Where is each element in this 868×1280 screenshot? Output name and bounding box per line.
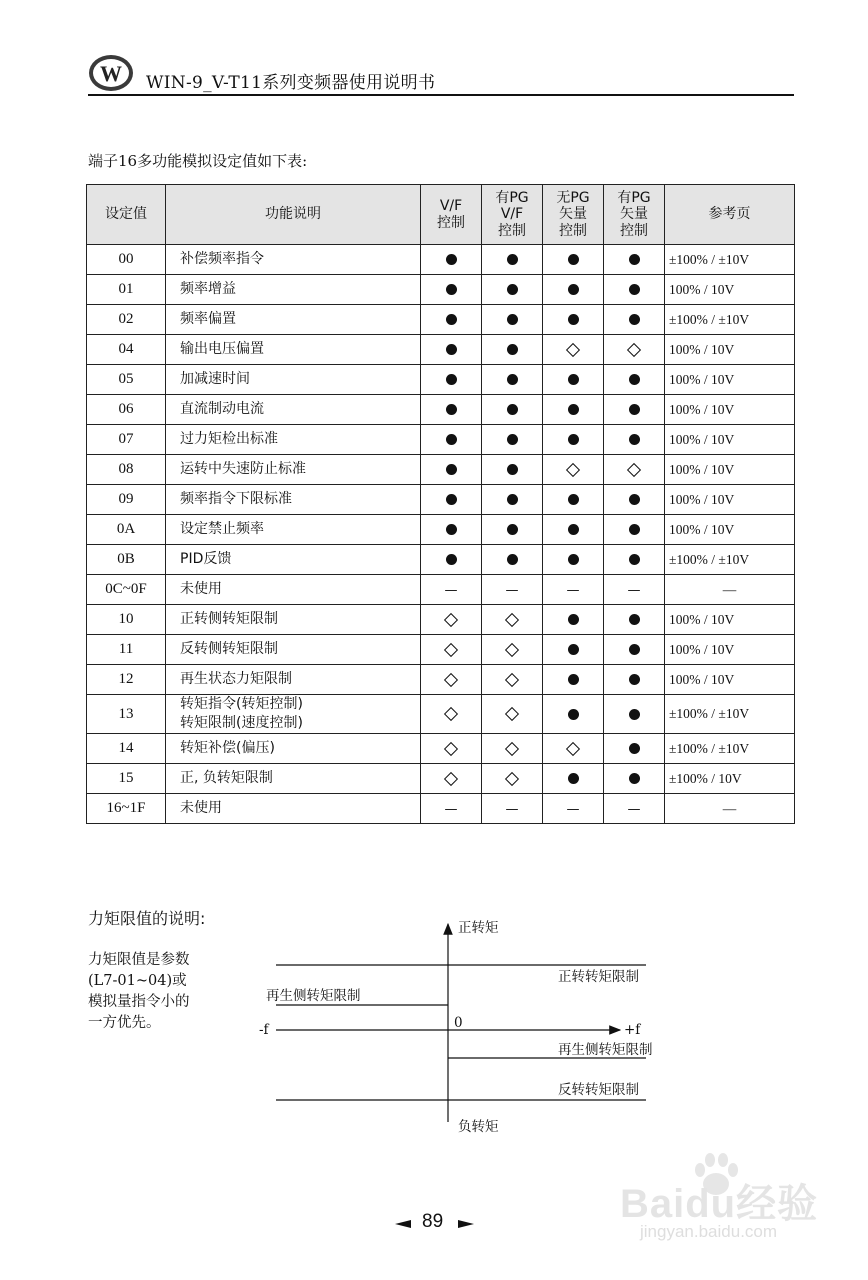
label-pos-torque: 正转矩 <box>458 920 499 936</box>
table-row <box>87 734 795 764</box>
unused-dash-icon: — <box>566 801 580 817</box>
cell-support <box>421 365 482 395</box>
cell-code: 01 <box>87 275 166 305</box>
unused-dash-icon: — <box>627 801 641 817</box>
partial-diamond-icon <box>627 342 641 356</box>
cell-support <box>421 695 482 734</box>
cell-ref: — <box>665 575 795 605</box>
supported-dot-icon <box>446 464 457 475</box>
cell-support <box>604 635 665 665</box>
table-row <box>87 545 795 575</box>
cell-support <box>543 545 604 575</box>
cell-support <box>604 365 665 395</box>
table-row <box>87 764 795 794</box>
cell-support <box>604 764 665 794</box>
cell-ref: 100% / 10V <box>665 515 795 545</box>
cell-support <box>482 575 543 605</box>
table-row <box>87 365 795 395</box>
cell-code: 04 <box>87 335 166 365</box>
cell-support <box>482 365 543 395</box>
page-number: 89 <box>422 1211 444 1232</box>
unused-dash-icon: — <box>566 582 580 598</box>
cell-function: 输出电压偏置 <box>166 335 421 365</box>
torque-limit-diagram <box>259 916 682 1141</box>
cell-function: 过力矩检出标准 <box>166 425 421 455</box>
cell-function: 转矩补偿(偏压) <box>166 734 421 764</box>
supported-dot-icon <box>629 674 640 685</box>
header-divider <box>88 94 794 96</box>
supported-dot-icon <box>568 314 579 325</box>
partial-diamond-icon <box>444 707 458 721</box>
cell-support <box>482 734 543 764</box>
supported-dot-icon <box>507 374 518 385</box>
cell-ref: 100% / 10V <box>665 665 795 695</box>
cell-support <box>421 275 482 305</box>
table-row <box>87 485 795 515</box>
supported-dot-icon <box>446 344 457 355</box>
analog-setting-table <box>86 184 795 824</box>
supported-dot-icon <box>629 284 640 295</box>
cell-support <box>543 425 604 455</box>
cell-function: 正, 负转矩限制 <box>166 764 421 794</box>
supported-dot-icon <box>446 314 457 325</box>
header-vf: V/F 控制 <box>421 185 482 245</box>
cell-support <box>604 605 665 635</box>
cell-support <box>482 425 543 455</box>
supported-dot-icon <box>446 494 457 505</box>
cell-function: 转矩指令(转矩控制) 转矩限制(速度控制) <box>166 695 421 734</box>
supported-dot-icon <box>507 524 518 535</box>
cell-support <box>482 605 543 635</box>
cell-support <box>421 425 482 455</box>
supported-dot-icon <box>446 374 457 385</box>
cell-ref: 100% / 10V <box>665 605 795 635</box>
cell-support <box>604 335 665 365</box>
cell-support <box>543 515 604 545</box>
page-header <box>88 52 794 96</box>
supported-dot-icon <box>568 614 579 625</box>
cell-function: 正转侧转矩限制 <box>166 605 421 635</box>
partial-diamond-icon <box>566 462 580 476</box>
cell-support <box>543 635 604 665</box>
table-row <box>87 275 795 305</box>
supported-dot-icon <box>568 404 579 415</box>
cell-ref: ±100% / 10V <box>665 764 795 794</box>
cell-ref: 100% / 10V <box>665 485 795 515</box>
cell-function: PID反馈 <box>166 545 421 575</box>
cell-code: 12 <box>87 665 166 695</box>
cell-support <box>482 395 543 425</box>
cell-support <box>604 425 665 455</box>
unused-dash-icon: — <box>444 801 458 817</box>
label-origin: 0 <box>454 1015 463 1031</box>
unused-dash-icon: — <box>627 582 641 598</box>
supported-dot-icon <box>507 314 518 325</box>
cell-code: 05 <box>87 365 166 395</box>
cell-support <box>543 365 604 395</box>
table-row <box>87 425 795 455</box>
supported-dot-icon <box>446 404 457 415</box>
cell-code: 14 <box>87 734 166 764</box>
supported-dot-icon <box>568 554 579 565</box>
partial-diamond-icon <box>505 672 519 686</box>
cell-support <box>421 245 482 275</box>
cell-ref: ±100% / ±10V <box>665 734 795 764</box>
supported-dot-icon <box>507 284 518 295</box>
watermark-url: jingyan.baidu.com <box>640 1222 778 1241</box>
cell-support <box>421 635 482 665</box>
supported-dot-icon <box>446 434 457 445</box>
supported-dot-icon <box>507 434 518 445</box>
partial-diamond-icon <box>505 741 519 755</box>
cell-support <box>482 764 543 794</box>
header-pg-vector: 有PG 矢量 控制 <box>604 185 665 245</box>
unused-dash-icon: — <box>444 582 458 598</box>
cell-support <box>543 734 604 764</box>
cell-code: 15 <box>87 764 166 794</box>
cell-support <box>421 665 482 695</box>
header-ref: 参考页 <box>665 185 795 245</box>
cell-support <box>421 734 482 764</box>
table-row <box>87 605 795 635</box>
cell-code: 0A <box>87 515 166 545</box>
cell-support <box>482 485 543 515</box>
cell-support <box>604 794 665 824</box>
partial-diamond-icon <box>444 771 458 785</box>
cell-function: 加减速时间 <box>166 365 421 395</box>
header-code: 设定值 <box>87 185 166 245</box>
supported-dot-icon <box>629 524 640 535</box>
label-pos-limit: 正转转矩限制 <box>558 969 639 985</box>
supported-dot-icon <box>629 644 640 655</box>
cell-support <box>482 335 543 365</box>
table-row <box>87 794 795 824</box>
table-row <box>87 395 795 425</box>
supported-dot-icon <box>568 709 579 720</box>
label-rev-limit: 反转转矩限制 <box>558 1082 639 1098</box>
table-row <box>87 575 795 605</box>
partial-diamond-icon <box>505 642 519 656</box>
cell-code: 10 <box>87 605 166 635</box>
cell-code: 06 <box>87 395 166 425</box>
cell-ref: 100% / 10V <box>665 635 795 665</box>
supported-dot-icon <box>446 524 457 535</box>
cell-support <box>604 485 665 515</box>
partial-diamond-icon <box>566 342 580 356</box>
supported-dot-icon <box>568 374 579 385</box>
cell-ref: ±100% / ±10V <box>665 545 795 575</box>
table-row <box>87 305 795 335</box>
supported-dot-icon <box>568 494 579 505</box>
cell-function: 反转侧转矩限制 <box>166 635 421 665</box>
supported-dot-icon <box>507 404 518 415</box>
cell-ref: 100% / 10V <box>665 455 795 485</box>
label-regen-right: 再生侧转矩限制 <box>558 1042 653 1058</box>
cell-support <box>604 515 665 545</box>
supported-dot-icon <box>629 404 640 415</box>
cell-support <box>482 305 543 335</box>
cell-support <box>543 305 604 335</box>
cell-code: 16~1F <box>87 794 166 824</box>
supported-dot-icon <box>507 494 518 505</box>
cell-support <box>543 275 604 305</box>
table-row <box>87 245 795 275</box>
supported-dot-icon <box>629 554 640 565</box>
header-pg-vf: 有PG V/F 控制 <box>482 185 543 245</box>
table-row <box>87 665 795 695</box>
cell-ref: ±100% / ±10V <box>665 695 795 734</box>
cell-support <box>421 605 482 635</box>
cell-function: 运转中失速防止标准 <box>166 455 421 485</box>
table-row <box>87 695 795 734</box>
supported-dot-icon <box>568 773 579 784</box>
cell-support <box>543 794 604 824</box>
cell-support <box>421 764 482 794</box>
header-no-pg-vector: 无PG 矢量 控制 <box>543 185 604 245</box>
cell-support <box>421 455 482 485</box>
cell-support <box>482 275 543 305</box>
cell-support <box>543 395 604 425</box>
supported-dot-icon <box>629 314 640 325</box>
supported-dot-icon <box>507 464 518 475</box>
supported-dot-icon <box>629 494 640 505</box>
cell-support <box>604 665 665 695</box>
supported-dot-icon <box>629 773 640 784</box>
page-arrow-right-icon <box>458 1220 474 1228</box>
partial-diamond-icon <box>444 612 458 626</box>
cell-ref: 100% / 10V <box>665 365 795 395</box>
cell-support <box>482 665 543 695</box>
cell-support <box>421 485 482 515</box>
cell-function: 频率偏置 <box>166 305 421 335</box>
cell-ref: 100% / 10V <box>665 425 795 455</box>
cell-support <box>543 455 604 485</box>
cell-support <box>543 605 604 635</box>
supported-dot-icon <box>629 434 640 445</box>
supported-dot-icon <box>446 554 457 565</box>
supported-dot-icon <box>629 374 640 385</box>
page-arrow-left-icon <box>395 1220 411 1228</box>
cell-ref: 100% / 10V <box>665 275 795 305</box>
supported-dot-icon <box>507 554 518 565</box>
cell-support <box>604 305 665 335</box>
table-row <box>87 515 795 545</box>
table-row <box>87 455 795 485</box>
partial-diamond-icon <box>505 612 519 626</box>
watermark-brand: Baidu经验 <box>620 1182 819 1226</box>
partial-diamond-icon <box>444 672 458 686</box>
torque-section-title: 力矩限值的说明: <box>88 909 206 928</box>
cell-ref: — <box>665 794 795 824</box>
unused-dash-icon: — <box>505 801 519 817</box>
cell-code: 13 <box>87 695 166 734</box>
supported-dot-icon <box>568 674 579 685</box>
cell-code: 0B <box>87 545 166 575</box>
cell-function: 频率指令下限标准 <box>166 485 421 515</box>
supported-dot-icon <box>446 284 457 295</box>
partial-diamond-icon <box>505 771 519 785</box>
cell-support <box>604 695 665 734</box>
cell-function: 设定禁止频率 <box>166 515 421 545</box>
supported-dot-icon <box>446 254 457 265</box>
cell-support <box>604 545 665 575</box>
supported-dot-icon <box>507 344 518 355</box>
cell-support <box>543 764 604 794</box>
supported-dot-icon <box>568 254 579 265</box>
table-row <box>87 635 795 665</box>
partial-diamond-icon <box>444 642 458 656</box>
cell-support <box>482 794 543 824</box>
cell-code: 00 <box>87 245 166 275</box>
label-regen-left: 再生侧转矩限制 <box>266 988 361 1004</box>
cell-ref: 100% / 10V <box>665 335 795 365</box>
torque-description: 力矩限值是参数 (L7-01~04)或 模拟量指令小的 一方优先。 <box>88 952 190 1031</box>
partial-diamond-icon <box>505 707 519 721</box>
label-neg-f: -f <box>259 1022 269 1038</box>
header-function: 功能说明 <box>166 185 421 245</box>
partial-diamond-icon <box>627 462 641 476</box>
supported-dot-icon <box>629 614 640 625</box>
cell-support <box>604 734 665 764</box>
company-logo-icon <box>88 54 134 92</box>
cell-support <box>421 545 482 575</box>
cell-ref: ±100% / ±10V <box>665 245 795 275</box>
supported-dot-icon <box>568 284 579 295</box>
partial-diamond-icon <box>444 741 458 755</box>
cell-support <box>543 575 604 605</box>
cell-support <box>543 335 604 365</box>
cell-support <box>421 335 482 365</box>
cell-support <box>421 395 482 425</box>
table-header-row <box>87 185 795 245</box>
cell-support <box>421 794 482 824</box>
cell-function: 直流制动电流 <box>166 395 421 425</box>
label-pos-f: +f <box>624 1022 641 1038</box>
cell-support <box>482 695 543 734</box>
svg-text:W: W <box>100 61 122 86</box>
cell-support <box>543 485 604 515</box>
intro-text: 端子16多功能模拟设定值如下表: <box>88 152 308 170</box>
cell-code: 02 <box>87 305 166 335</box>
cell-code: 0C~0F <box>87 575 166 605</box>
cell-support <box>604 455 665 485</box>
supported-dot-icon <box>568 644 579 655</box>
cell-support <box>543 695 604 734</box>
cell-support <box>482 545 543 575</box>
cell-function: 未使用 <box>166 575 421 605</box>
cell-function: 频率增益 <box>166 275 421 305</box>
unused-dash-icon: — <box>505 582 519 598</box>
supported-dot-icon <box>629 709 640 720</box>
cell-support <box>543 665 604 695</box>
supported-dot-icon <box>629 254 640 265</box>
cell-support <box>482 245 543 275</box>
cell-support <box>604 275 665 305</box>
cell-support <box>421 305 482 335</box>
cell-ref: 100% / 10V <box>665 395 795 425</box>
baidu-watermark <box>600 1150 830 1250</box>
cell-support <box>543 245 604 275</box>
supported-dot-icon <box>629 743 640 754</box>
partial-diamond-icon <box>566 741 580 755</box>
cell-support <box>604 395 665 425</box>
supported-dot-icon <box>568 434 579 445</box>
cell-code: 07 <box>87 425 166 455</box>
cell-support <box>482 515 543 545</box>
document-title: WIN-9_V-T11系列变频器使用说明书 <box>146 73 436 93</box>
cell-code: 08 <box>87 455 166 485</box>
label-neg-torque: 负转矩 <box>458 1119 499 1135</box>
cell-support <box>604 245 665 275</box>
cell-support <box>604 575 665 605</box>
cell-support <box>421 575 482 605</box>
cell-support <box>421 515 482 545</box>
cell-code: 11 <box>87 635 166 665</box>
supported-dot-icon <box>568 524 579 535</box>
table-row <box>87 335 795 365</box>
cell-ref: ±100% / ±10V <box>665 305 795 335</box>
cell-function: 补偿频率指令 <box>166 245 421 275</box>
cell-function: 未使用 <box>166 794 421 824</box>
cell-function: 再生状态力矩限制 <box>166 665 421 695</box>
cell-code: 09 <box>87 485 166 515</box>
cell-support <box>482 635 543 665</box>
supported-dot-icon <box>507 254 518 265</box>
cell-support <box>482 455 543 485</box>
